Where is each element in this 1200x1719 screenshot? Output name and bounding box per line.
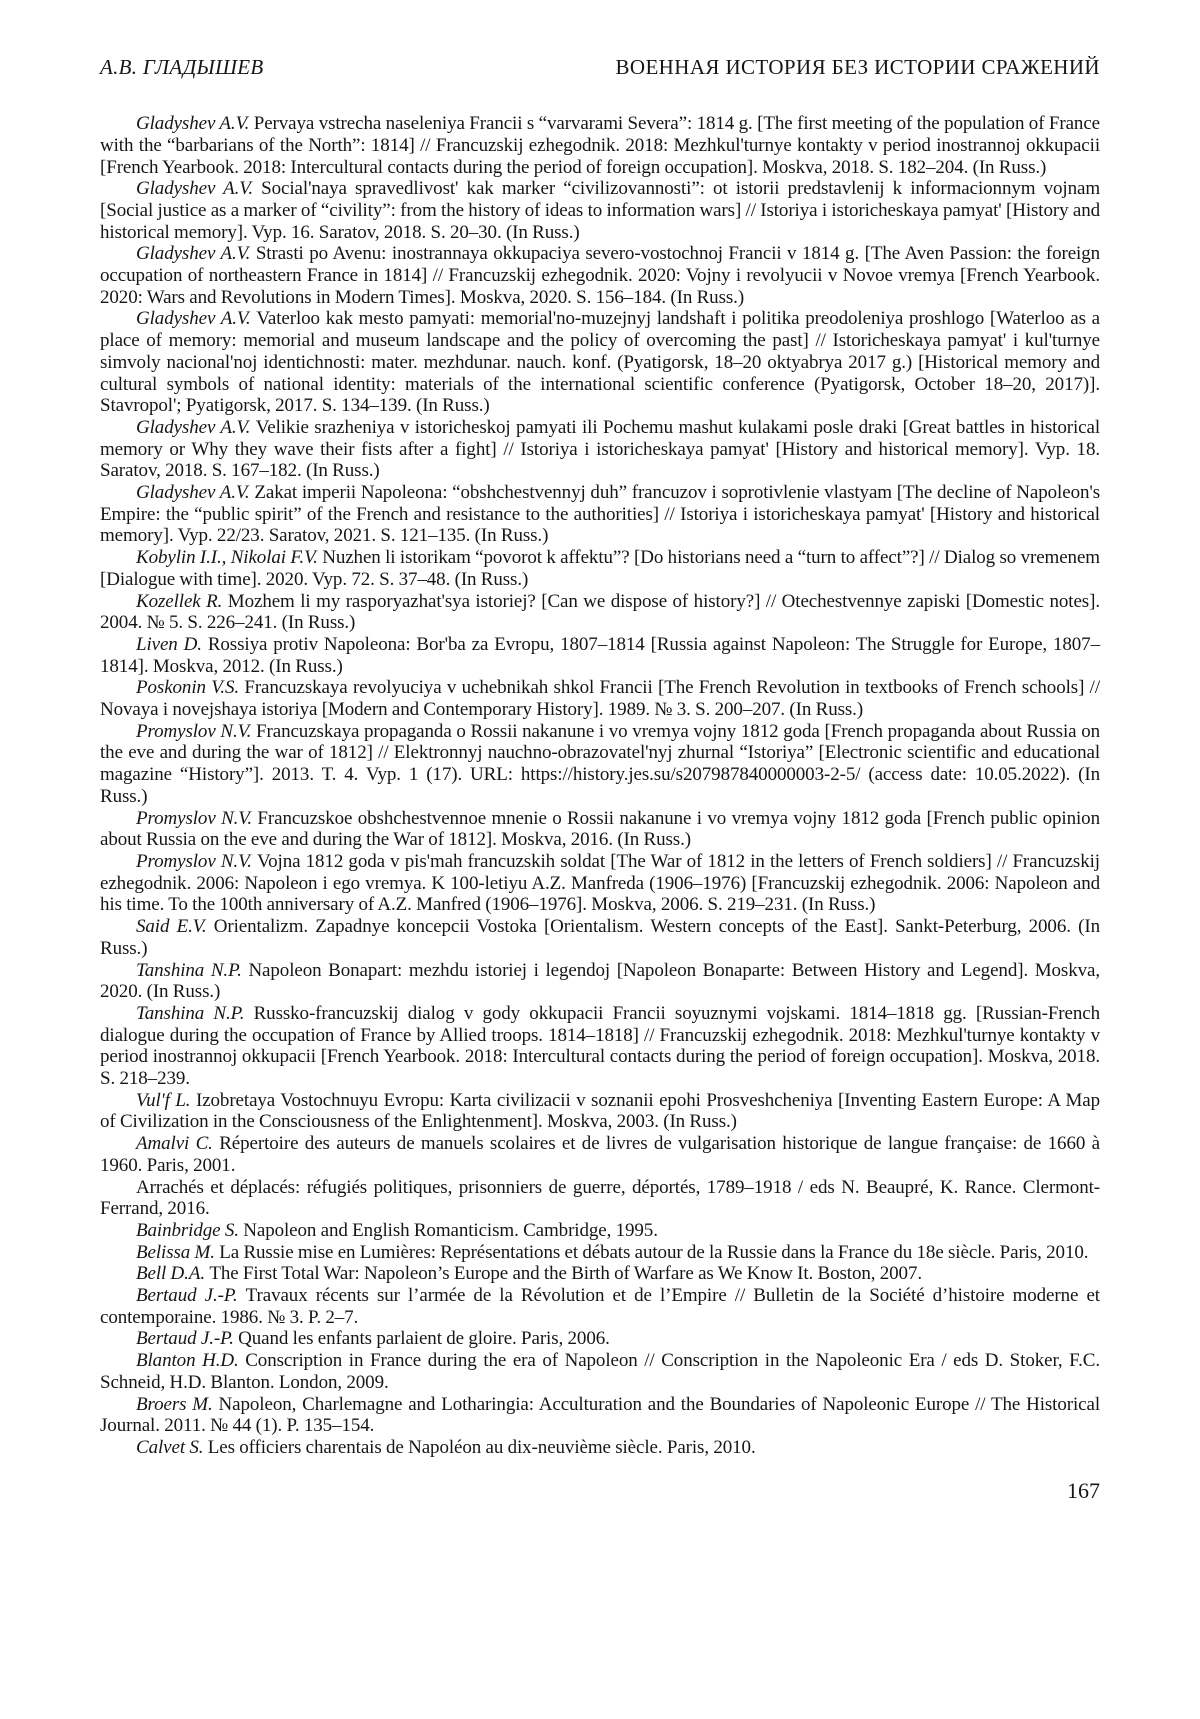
reference-entry: Said E.V. Orientalizm. Zapadnye koncepcii Vostoka [Orientalism. Western concepts of the East]. Sankt-Peterburg, 2006. (In Russ.) (100, 916, 1100, 959)
reference-entry: Tanshina N.P. Russko-francuzskij dialog v gody okkupacii Francii soyuznymi vojskami. 1814–1818 gg. [Russian-French dialogue during the occupation of France by Allied troops. 1814–1818] // Francuzskij ezhegodnik. 2018: Mezhkul'turnye kontakty v period inostrannoj okkupacii [French Yearbook. 2018: Intercultural contacts during the period of foreign occupation]. Moskva, 2018. S. 218–239. (100, 1002, 1100, 1090)
reference-author: Tanshina N.P. (136, 1002, 254, 1024)
reference-entry: Gladyshev A.V. Social'naya spravedlivost' kak marker “civilizovannosti”: ot istorii predstavlenij k informacionnym vojnam [Social justice as a marker of “civility”: from the history of ideas to information wars] // Istoriya i istoricheskaya pamyat' [History and historical memory]. Vyp. 16. Saratov, 2018. S. 20–30. (In Russ.) (100, 178, 1100, 243)
reference-author: Liven D. (136, 633, 208, 655)
reference-author: Bertaud J.-P. (136, 1285, 246, 1307)
reference-author: Blanton H.D. (136, 1350, 246, 1372)
reference-author: Gladyshev A.V. (136, 482, 255, 504)
reference-author: Bainbridge S. (136, 1219, 244, 1241)
reference-entry: Vul'f L. Izobretaya Vostochnuyu Evropu: Karta civilizacii v soznanii epohi Prosveshcheniya [Inventing Eastern Europe: A Map of Civilization in the Consciousness of the Enlightenment]. Moskva, 2003. (In Russ.) (100, 1089, 1100, 1133)
reference-author: Bertaud J.-P. (136, 1328, 239, 1350)
running-header-author: А.В. ГЛАДЫШЕВ (100, 55, 264, 79)
reference-entry: Bertaud J.-P. Quand les enfants parlaient de gloire. Paris, 2006. (136, 1328, 610, 1350)
reference-entry: Poskonin V.S. Francuzskaya revolyuciya v uchebnikah shkol Francii [The French Revolution in textbooks of French schools] // Novaya i novejshaya istoriya [Modern and Contemporary History]. 1989. № 3. S. 200–207. (In Russ.) (100, 677, 1101, 721)
reference-entry: Bertaud J.-P. Travaux récents sur l’armée de la Révolution et de l’Empire // Bulletin de la Société d’histoire moderne et contemporaine. 1986. № 3. P. 2–7. (100, 1285, 1100, 1328)
reference-author: Vul'f L. (136, 1089, 196, 1111)
reference-entry: Kobylin I.I., Nikolai F.V. Nuzhen li istorikam “povorot k affektu”? [Do historians need a “turn to affect”?] // Dialog so vremenem [Dialogue with time]. 2020. Vyp. 72. S. 37–48. (In Russ.) (100, 547, 1100, 590)
running-header-title: ВОЕННАЯ ИСТОРИЯ БЕЗ ИСТОРИИ СРАЖЕНИЙ (615, 55, 1100, 79)
reference-author: Calvet S. (136, 1436, 208, 1458)
reference-entry: Promyslov N.V. Francuzskaya propaganda o Rossii nakanune i vo vremya vojny 1812 goda [French propaganda about Russia on the eve and during the war of 1812] // Elektronnyj nauchno-obrazovatel'nyj zhurnal “Istoriya” [Electronic scientific and educational magazine “History”]. 2013. T. 4. Vyp. 1 (17). URL: https://history.jes.su/s207987840000003-2-5/ (access date: 10.05.2022). (In Russ.) (100, 720, 1100, 807)
reference-entry: Gladyshev A.V. Vaterloo kak mesto pamyati: memorial'no-muzejnyj landshaft i politika preodoleniya proshlogo [Waterloo as a place of memory: memorial and museum landscape and the policy of overcoming the past] // Istoricheskaya pamyat' i kul'turnye simvoly nacional'noj identichnosti: mater. mezhdunar. nauch. konf. (Pyatigorsk, 18–20 oktyabrya 2017 g.) [Historical memory and cultural symbols of national identity: materials of the international scientific conference (Pyatigorsk, October 18–20, 2017)]. Stavropol'; Pyatigorsk, 2017. S. 134–139. (In Russ.) (100, 308, 1100, 417)
reference-entry: Promyslov N.V. Vojna 1812 goda v pis'mah francuzskih soldat [The War of 1812 in the letters of French soldiers] // Francuzskij ezhegodnik. 2006: Napoleon i ego vremya. K 100-letiyu A.Z. Manfreda (1906–1976) [Francuzskij ezhegodnik. 2006: Napoleon and his time. To the 100th anniversary of A.Z. Manfred (1906–1976]. Moskva, 2006. S. 219–231. (In Russ.) (100, 851, 1100, 916)
reference-entry: Gladyshev A.V. Velikie srazheniya v istoricheskoj pamyati ili Pochemu mashut kulakami posle draki [Great battles in historical memory or Why they wave their fists after a fight] // Istoriya i istoricheskaya pamyat' [History and historical memory]. Vyp. 18. Saratov, 2018. S. 167–182. (In Russ.) (100, 416, 1101, 482)
reference-entry: Bainbridge S. Napoleon and English Romanticism. Cambridge, 1995. (136, 1219, 658, 1241)
page-number: 167 (1067, 1478, 1100, 1503)
reference-entry: Belissa M. La Russie mise en Lumières: Représentations et débats autour de la Russie dans la France du 18e siècle. Paris, 2010. (136, 1241, 1089, 1263)
reference-author: Promyslov N.V. (136, 720, 257, 742)
reference-entry: Gladyshev A.V. Strasti po Avenu: inostrannaya okkupaciya severo-vostochnoj Francii v 1814 g. [The Aven Passion: the foreign occupation of northeastern France in 1814] // Francuzskij ezhegodnik. 2020: Vojny i revolyucii v Novoe vremya [French Yearbook. 2020: Wars and Revolutions in Modern Times]. Moskva, 2020. S. 156–184. (In Russ.) (100, 243, 1101, 308)
reference-entry: Arrachés et déplacés: réfugiés politiques, prisonniers de guerre, déportés, 1789–1918 / eds N. Beaupré, K. Rance. Clermont-Ferrand, 2016. (100, 1176, 1100, 1220)
running-header (100, 56, 1100, 79)
reference-author: Said E.V. (136, 916, 214, 938)
reference-author: Bell D.A. (136, 1263, 210, 1285)
reference-entry: Tanshina N.P. Napoleon Bonapart: mezhdu istoriej i legendoj [Napoleon Bonaparte: Between History and Legend]. Moskva, 2020. (In Russ.) (100, 959, 1101, 1003)
reference-entry: Gladyshev A.V. Pervaya vstrecha naseleniya Francii s “varvarami Severa”: 1814 g. [The first meeting of the population of France with the “barbarians of the North”: 1814] // Francuzskij ezhegodnik. 2018: Mezhkul'turnye kontakty v period inostrannoj okkupacii [French Yearbook. 2018: Intercultural contacts during the period of foreign occupation]. Moskva, 2018. S. 182–204. (In Russ.) (100, 113, 1100, 178)
reference-author: Poskonin V.S. (136, 677, 245, 699)
reference-author: Gladyshev A.V. (136, 113, 254, 135)
reference-author: Tanshina N.P. (136, 959, 249, 981)
reference-entry: Amalvi C. Répertoire des auteurs de manuels scolaires et de livres de vulgarisation historique de langue française: de 1660 à 1960. Paris, 2001. (100, 1133, 1100, 1176)
reference-author: Promyslov N.V. (136, 851, 257, 872)
reference-entry: Blanton H.D. Conscription in France during the era of Napoleon // Conscription in the Napoleonic Era / eds D. Stoker, F.C. Schneid, H.D. Blanton. London, 2009. (100, 1350, 1100, 1393)
reference-author: Kobylin I.I., Nikolai F.V. (136, 547, 323, 569)
reference-entry: Bell D.A. The First Total War: Napoleon’s Europe and the Birth of Warfare as We Know It. Boston, 2007. (136, 1263, 923, 1285)
reference-author: Gladyshev A.V. (136, 243, 256, 265)
reference-author: Gladyshev A.V. (136, 308, 257, 330)
reference-entry: Kozellek R. Mozhem li my rasporyazhat'sya istoriej? [Can we dispose of history?] // Otechestvennye zapiski [Domestic notes]. 2004. № 5. S. 226–241. (In Russ.) (100, 590, 1100, 634)
reference-entry: Gladyshev A.V. Zakat imperii Napoleona: “obshchestvennyj duh” francuzov i soprotivlenie vlastyam [The decline of Napoleon's Empire: the “public spirit” of the French and resistance to the authorities] // Istoriya i istoricheskaya pamyat' [History and historical memory]. Vyp. 22/23. Saratov, 2021. S. 121–135. (In Russ.) (100, 482, 1100, 547)
reference-author: Kozellek R. (136, 590, 228, 612)
references-list (100, 113, 1100, 1459)
reference-author: Belissa M. (136, 1241, 220, 1263)
reference-entry: Promyslov N.V. Francuzskoe obshchestvennoe mnenie o Rossii nakanune i vo vremya vojny 1812 goda [French public opinion about Russia on the eve and during the War of 1812]. Moskva, 2016. (In Russ.) (100, 807, 1100, 851)
reference-author: Amalvi C. (136, 1133, 220, 1155)
reference-author: Gladyshev A.V. (136, 416, 256, 438)
reference-author: Gladyshev A.V. (136, 178, 262, 200)
reference-author: Promyslov N.V. (136, 807, 258, 829)
reference-entry: Broers M. Napoleon, Charlemagne and Lotharingia: Acculturation and the Boundaries of Napoleonic Europe // The Historical Journal. 2011. № 44 (1). P. 135–154. (100, 1393, 1100, 1437)
reference-entry: Liven D. Rossiya protiv Napoleona: Bor'ba za Evropu, 1807–1814 [Russia against Napoleon: The Struggle for Europe, 1807–1814]. Moskva, 2012. (In Russ.) (100, 633, 1100, 677)
reference-author: Broers M. (136, 1393, 219, 1415)
reference-entry: Calvet S. Les officiers charentais de Napoléon au dix-neuvième siècle. Paris, 2010. (136, 1436, 756, 1458)
